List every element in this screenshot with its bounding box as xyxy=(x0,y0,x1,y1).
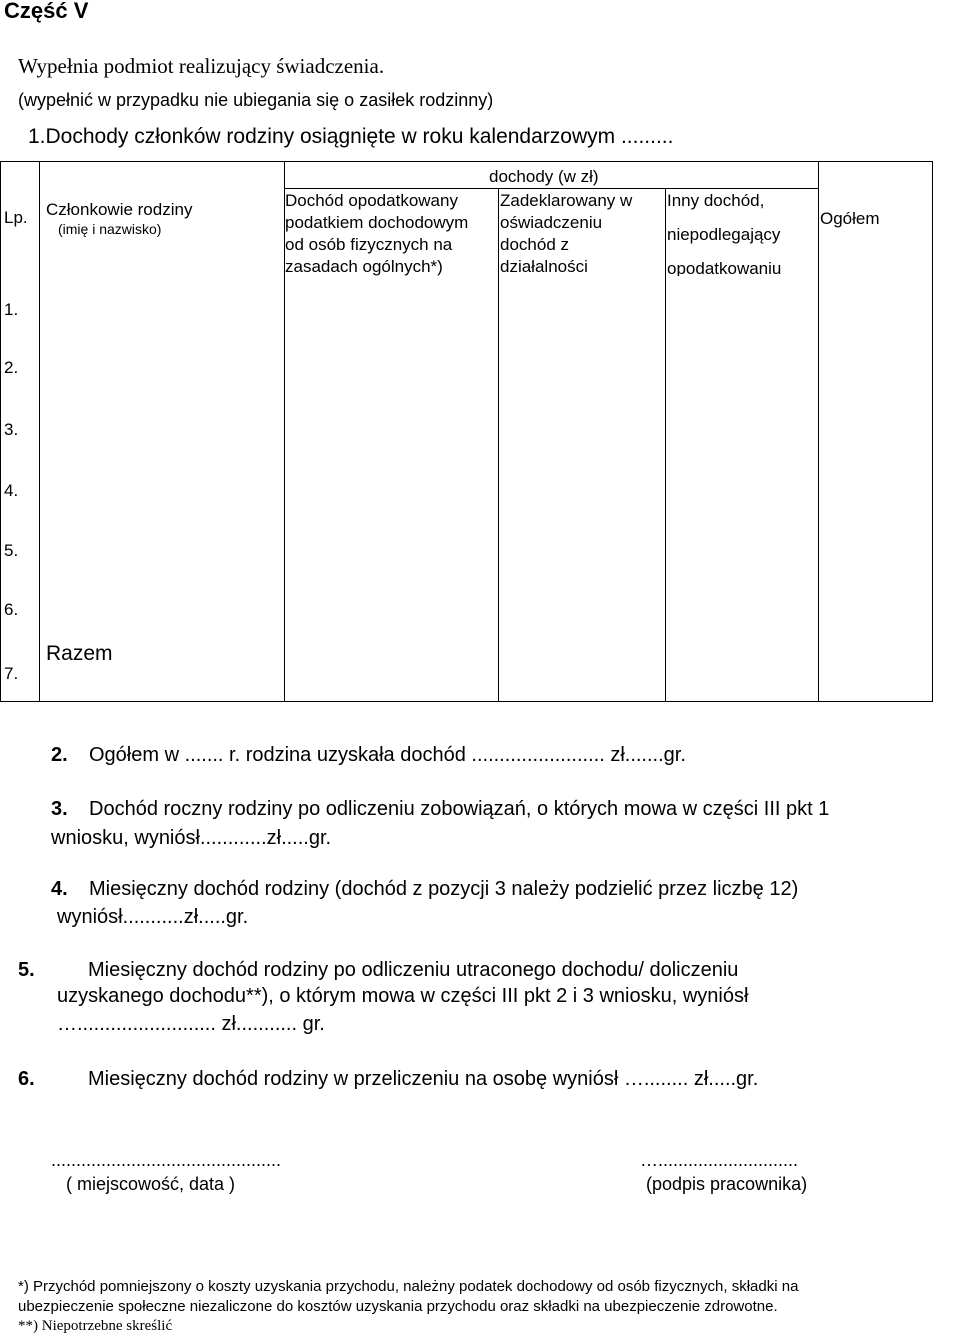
footnote-2: **) Niepotrzebne skreślić xyxy=(18,1318,173,1334)
item-5 xyxy=(18,956,738,984)
table-divider xyxy=(665,188,666,702)
col-header-other-l2: niepodlegający xyxy=(667,225,781,244)
item-4-text: Miesięczny dochód rodziny (dochód z pozycji 3 należy podzielić przez liczbę 12) xyxy=(89,878,799,900)
table-divider xyxy=(498,188,499,702)
row-number: 2. xyxy=(4,358,19,377)
footnote-1: *) Przychód pomniejszony o koszty uzyskania przychodu, należny podatek dochodowy od osób fizycznych, składki na xyxy=(18,1278,799,1295)
item-6-number: 6. xyxy=(18,1068,35,1090)
col-header-taxed xyxy=(285,190,498,276)
item-4-number: 4. xyxy=(51,878,68,900)
table-border-right xyxy=(932,161,933,702)
item-2-number: 2. xyxy=(51,744,68,766)
item-6-text: Miesięczny dochód rodziny w przeliczeniu na osobę wyniósł …........ zł.....gr. xyxy=(88,1068,759,1090)
col-header-declared xyxy=(500,190,665,276)
col-header-members: Członkowie rodziny xyxy=(46,200,193,219)
place-date-label: ( miejscowość, data ) xyxy=(66,1174,236,1194)
item-3 xyxy=(51,795,829,823)
section-title: Część V xyxy=(4,0,89,23)
row-number: 1. xyxy=(4,300,19,319)
row-number: 3. xyxy=(4,420,19,439)
col-header-other-l3: opodatkowaniu xyxy=(667,259,782,276)
row-number: 6. xyxy=(4,600,19,619)
item-3-number: 3. xyxy=(51,798,68,820)
col-header-other xyxy=(667,190,818,276)
item-4-continuation: wyniósł...........zł.....gr. xyxy=(57,906,249,928)
table-divider xyxy=(284,188,818,189)
col-header-taxed-l1: Dochód opodatkowany xyxy=(285,191,458,210)
place-date-line: .............................................. xyxy=(51,1150,282,1170)
section-1-heading: 1.Dochody członków rodziny osiągnięte w roku kalendarzowym ......... xyxy=(28,125,674,148)
col-header-total: Ogółem xyxy=(820,209,880,228)
item-4 xyxy=(51,875,798,903)
intro-note: (wypełnić w przypadku nie ubiegania się o zasiłek rodzinny) xyxy=(18,90,494,110)
footnote-1-continuation: ubezpieczenie społeczne niezaliczone do kosztów uzyskania przychodu oraz składki na ubezpieczenie zdrowotne. xyxy=(18,1298,778,1315)
item-5-number: 5. xyxy=(18,959,35,981)
row-number: 4. xyxy=(4,481,19,500)
sum-row-label: Razem xyxy=(46,642,113,665)
table-divider xyxy=(818,161,819,702)
col-header-declared-l1: Zadeklarowany w xyxy=(500,191,633,210)
item-2-text: Ogółem w ....... r. rodzina uzyskała dochód ........................ zł.......gr. xyxy=(89,744,686,766)
item-3-continuation: wniosku, wyniósł............zł.....gr. xyxy=(51,827,332,849)
col-header-declared-l3: dochód z xyxy=(500,235,569,254)
col-header-declared-l2: oświadczeniu xyxy=(500,213,603,232)
item-5-text: Miesięczny dochód rodziny po odliczeniu utraconego dochodu/ doliczeniu xyxy=(88,959,739,981)
item-5-continuation-2: …......................... zł........... gr. xyxy=(57,1013,325,1035)
col-header-other-l1: Inny dochód, xyxy=(667,191,765,210)
signature-line: …............................ xyxy=(640,1150,799,1170)
item-2 xyxy=(51,741,686,769)
item-3-text: Dochód roczny rodziny po odliczeniu zobowiązań, o których mowa w części III pkt 1 xyxy=(89,798,830,820)
table-divider xyxy=(39,161,40,702)
table-border-top xyxy=(0,161,933,162)
row-number: 5. xyxy=(4,541,19,560)
col-header-lp: Lp. xyxy=(4,208,28,227)
col-header-declared-l4: działalności xyxy=(500,257,588,276)
item-5-continuation: uzyskanego dochodu**), o którym mowa w części III pkt 2 i 3 wniosku, wyniósł xyxy=(57,985,749,1007)
intro-text: Wypełnia podmiot realizujący świadczenia. xyxy=(18,54,385,78)
col-header-taxed-l2: podatkiem dochodowym xyxy=(285,213,469,232)
col-header-taxed-l4: zasadach ogólnych*) xyxy=(285,257,443,276)
table-border-left xyxy=(0,161,1,702)
table-border-bottom xyxy=(0,701,933,702)
col-header-members-sub: (imię i nazwisko) xyxy=(58,221,162,237)
signature-label: (podpis pracownika) xyxy=(646,1174,808,1194)
col-header-taxed-l3: od osób fizycznych na xyxy=(285,235,453,254)
row-number: 7. xyxy=(4,664,19,683)
item-6 xyxy=(18,1065,758,1093)
col-group-header: dochody (w zł) xyxy=(489,167,599,186)
